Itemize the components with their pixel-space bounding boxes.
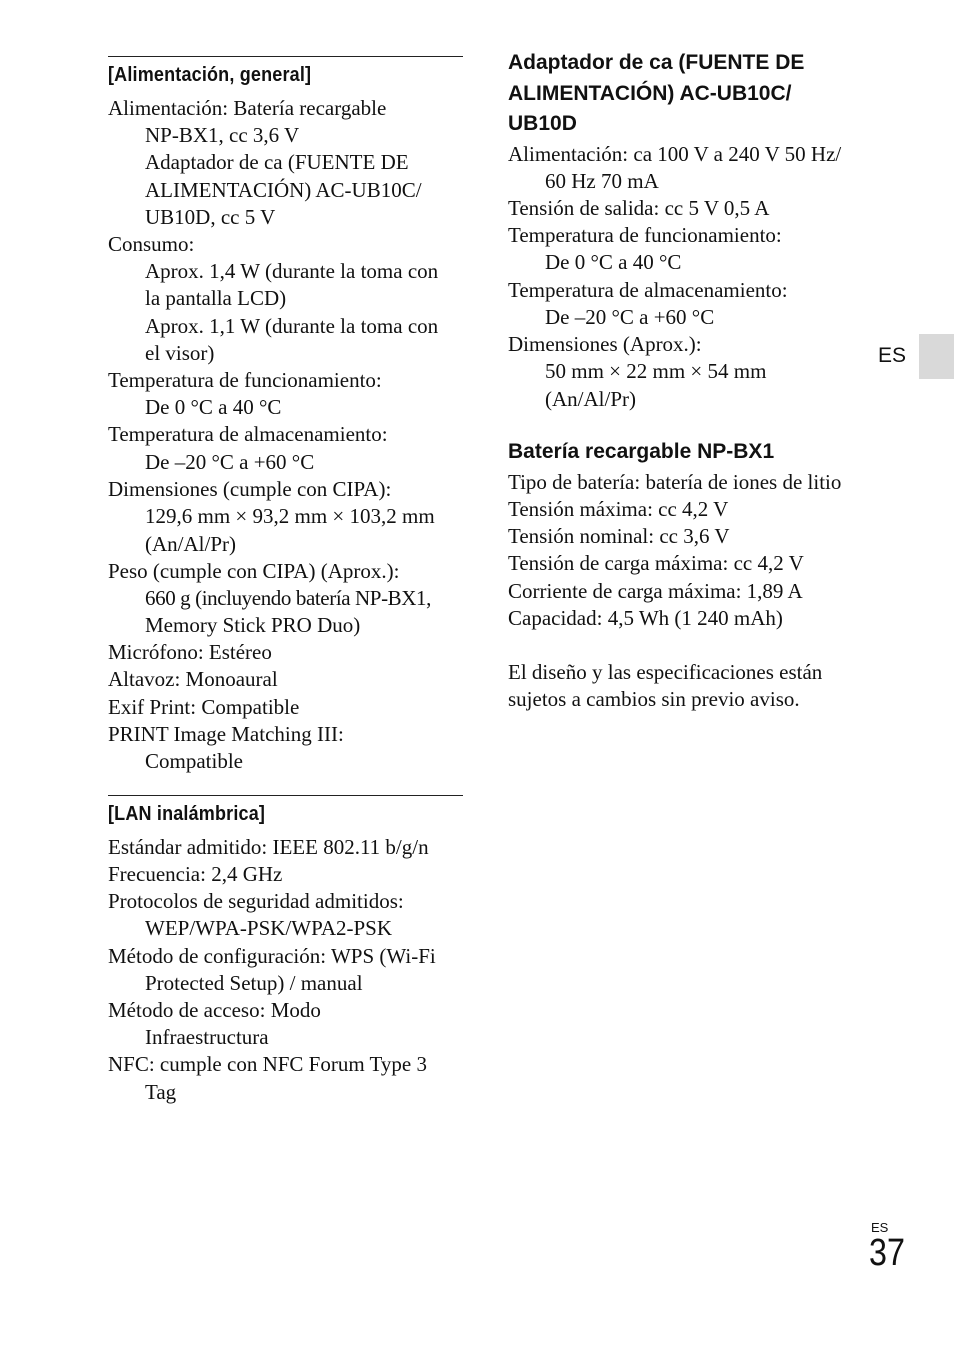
spec-line: Aprox. 1,4 W (durante la toma con	[145, 259, 439, 283]
heading-battery: Batería recargable NP-BX1	[508, 440, 775, 463]
spec-line: Consumo:	[108, 232, 195, 256]
spec-line: la pantalla LCD)	[145, 286, 287, 310]
notice-line: sujetos a cambios sin previo aviso.	[508, 687, 800, 711]
spec-line: Dimensiones (Aprox.):	[508, 332, 702, 356]
spec-line: Tensión de salida: cc 5 V 0,5 A	[508, 196, 770, 220]
spec-line: De –20 °C a +60 °C	[145, 450, 315, 474]
spec-line: Temperatura de funcionamiento:	[508, 223, 782, 247]
section-rule-power	[108, 56, 463, 57]
spec-line: Compatible	[145, 749, 243, 773]
spec-line: 660 g (incluyendo batería NP-BX1,	[145, 586, 431, 610]
spec-line: Capacidad: 4,5 Wh (1 240 mAh)	[508, 606, 783, 630]
section-title-power: [Alimentación, general]	[108, 64, 312, 86]
spec-line: Protocolos de seguridad admitidos:	[108, 889, 404, 913]
spec-line: UB10D, cc 5 V	[145, 205, 276, 229]
spec-line: Alimentación: Batería recargable	[108, 96, 387, 120]
spec-line: Infraestructura	[145, 1025, 269, 1049]
spec-line: Exif Print: Compatible	[108, 695, 300, 719]
spec-line: Protected Setup) / manual	[145, 971, 363, 995]
spec-line: WEP/WPA-PSK/WPA2-PSK	[145, 916, 393, 940]
heading-adapter-line3: UB10D	[508, 112, 577, 135]
spec-line: Alimentación: ca 100 V a 240 V 50 Hz/	[508, 142, 842, 166]
spec-line: Estándar admitido: IEEE 802.11 b/g/n	[108, 835, 429, 859]
spec-line: (An/Al/Pr)	[545, 387, 636, 411]
heading-adapter-line1: Adaptador de ca (FUENTE DE	[508, 51, 805, 74]
spec-line: ALIMENTACIÓN) AC-UB10C/	[145, 178, 422, 202]
spec-line: Micrófono: Estéreo	[108, 640, 272, 664]
spec-line: Corriente de carga máxima: 1,89 A	[508, 579, 803, 603]
spec-line: De 0 °C a 40 °C	[145, 395, 282, 419]
spec-line: Adaptador de ca (FUENTE DE	[145, 150, 409, 174]
language-tab	[919, 334, 954, 379]
heading-adapter-line2: ALIMENTACIÓN) AC-UB10C/	[508, 82, 792, 105]
spec-line: Tipo de batería: batería de iones de litio	[508, 470, 842, 494]
page-number: 37	[869, 1232, 905, 1274]
spec-line: De 0 °C a 40 °C	[545, 250, 682, 274]
spec-line: Método de acceso: Modo	[108, 998, 321, 1022]
spec-line: NFC: cumple con NFC Forum Type 3	[108, 1052, 427, 1076]
notice-line: El diseño y las especificaciones están	[508, 660, 823, 684]
spec-line: Método de configuración: WPS (Wi-Fi	[108, 944, 436, 968]
section-rule-lan	[108, 795, 463, 796]
spec-line: Tensión máxima: cc 4,2 V	[508, 497, 729, 521]
spec-line: Temperatura de almacenamiento:	[508, 278, 788, 302]
spec-line: Temperatura de funcionamiento:	[108, 368, 382, 392]
spec-line: el visor)	[145, 341, 215, 365]
spec-line: 60 Hz 70 mA	[545, 169, 659, 193]
spec-line: Frecuencia: 2,4 GHz	[108, 862, 283, 886]
spec-line: Altavoz: Monoaural	[108, 667, 278, 691]
spec-line: 50 mm × 22 mm × 54 mm	[545, 359, 767, 383]
spec-line: Aprox. 1,1 W (durante la toma con	[145, 314, 439, 338]
spec-line: Memory Stick PRO Duo)	[145, 613, 361, 637]
spec-line: NP-BX1, cc 3,6 V	[145, 123, 300, 147]
language-tab-label: ES	[878, 344, 907, 367]
spec-line: (An/Al/Pr)	[145, 532, 236, 556]
footer-language: ES	[871, 1220, 889, 1235]
spec-line: PRINT Image Matching III:	[108, 722, 344, 746]
section-title-lan: [LAN inalámbrica]	[108, 803, 266, 825]
spec-line: Tag	[145, 1080, 177, 1104]
spec-line: Tensión nominal: cc 3,6 V	[508, 524, 730, 548]
spec-line: Peso (cumple con CIPA) (Aprox.):	[108, 559, 400, 583]
spec-line: Dimensiones (cumple con CIPA):	[108, 477, 392, 501]
spec-line: De –20 °C a +60 °C	[545, 305, 715, 329]
spec-line: 129,6 mm × 93,2 mm × 103,2 mm	[145, 504, 435, 528]
spec-line: Temperatura de almacenamiento:	[108, 422, 388, 446]
spec-line: Tensión de carga máxima: cc 4,2 V	[508, 551, 804, 575]
